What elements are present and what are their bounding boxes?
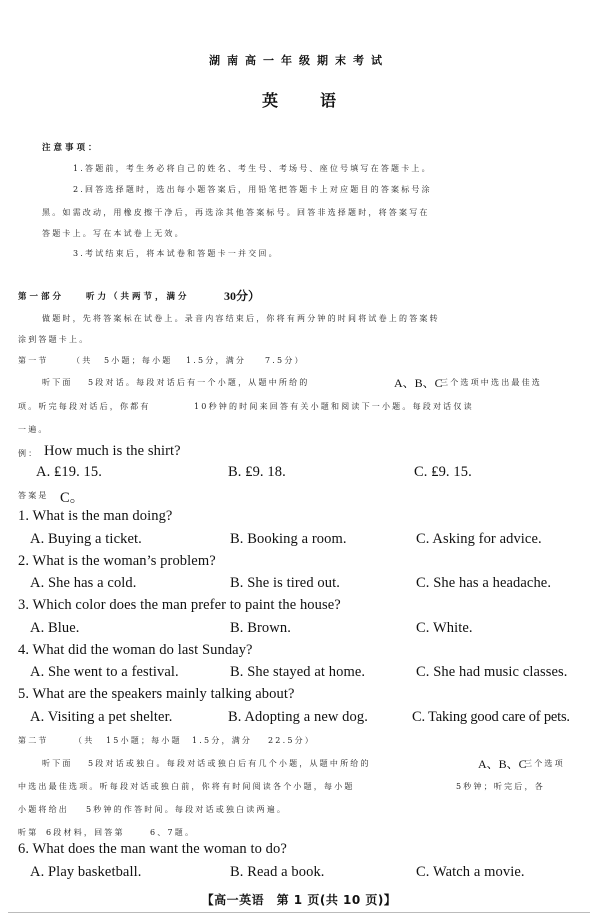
q1-option-a: A. Buying a ticket.: [30, 531, 142, 547]
section2-total: 22.5分）: [268, 736, 316, 745]
section2-count-pre: （共: [74, 736, 95, 745]
section2-instr-3a: 小题将给出: [18, 805, 69, 814]
section2-instr-3b: 5秒钟的作答时间。每段对话或独白读两遍。: [86, 805, 288, 814]
q5-option-c: C. Taking good care of pets.: [412, 709, 570, 725]
section2-options: A、B、C: [478, 757, 527, 771]
section1-label: 第一节: [18, 356, 49, 365]
section2-instr-2b: 5秒钟；听完后，各: [456, 782, 545, 791]
section1-count-pre: （共: [72, 356, 93, 365]
part1-title: 听力（共两节，满分: [86, 292, 190, 302]
example-option-b: B. ₤9. 18.: [228, 464, 286, 480]
section2-instr-2a: 中选出最佳选项。听每段对话或独白前，你将有时间阅读各个小题，每小题: [18, 782, 355, 791]
section2-per-item: 1.5分，满分: [192, 736, 253, 745]
section1-per-item: 1.5分，满分: [186, 356, 247, 365]
q6-option-b: B. Read a book.: [230, 864, 325, 880]
section1-instr-1a: 听下面: [42, 378, 73, 387]
section1-instr-2b: 10秒钟的时间来回答有关小题和阅读下一小题。每段对话仅读: [194, 402, 474, 411]
section2-instr-4a: 听第: [18, 828, 39, 837]
q2-option-b: B. She is tired out.: [230, 575, 340, 591]
q2-option-a: A. She has a cold.: [30, 575, 137, 591]
q4-option-b: B. She stayed at home.: [230, 664, 366, 680]
q4-option-a: A. She went to a festival.: [30, 664, 179, 680]
q3-option-b: B. Brown.: [230, 620, 291, 636]
question-3: 3. Which color does the man prefer to paint the house?: [18, 597, 341, 613]
notes-heading: 注意事项：: [42, 143, 100, 153]
section1-total: 7.5分）: [265, 356, 305, 365]
notes-item-2-cont: 黑。如需改动，用橡皮擦干净后，再选涂其他答案标号。回答非选择题时，将答案写在: [42, 208, 430, 217]
part1-intro: 做题时，先将答案标在试卷上。录音内容结束后，你将有两分钟的时间将试卷上的答案转: [42, 314, 440, 323]
section2-instr-1a: 听下面: [42, 759, 73, 768]
section2-instr-1c: 三个选项: [524, 759, 565, 768]
q5-option-b: B. Adopting a new dog.: [228, 709, 368, 725]
footer-rule: [8, 912, 590, 913]
q5-option-a: A. Visiting a pet shelter.: [30, 709, 173, 725]
part1-label: 第一部分: [18, 292, 65, 302]
page-footer: 【高一英语 第 1 页(共 10 页)】: [201, 893, 397, 907]
q2-option-c: C. She has a headache.: [416, 575, 552, 591]
section2-instr-1b: 5段对话或独白。每段对话或独白后有几个小题，从题中所给的: [88, 759, 371, 768]
section1-instr-3: 一遍。: [18, 425, 49, 434]
question-6: 6. What does the man want the woman to do?: [18, 841, 287, 857]
notes-item-2-end: 答题卡上。写在本试卷上无效。: [42, 229, 185, 238]
section2-count: 15小题；每小题: [106, 736, 182, 745]
exam-title: 湖南高一年级期末考试: [209, 54, 389, 67]
section2-instr-4b: 6段材料，回答第: [46, 828, 125, 837]
example-answer-label: 答案是: [18, 491, 49, 500]
question-1: 1. What is the man doing?: [18, 508, 173, 524]
q1-option-c: C. Asking for advice.: [416, 531, 542, 547]
notes-item-3: 3.考试结束后，将本试卷和答题卡一并交回。: [73, 249, 279, 258]
section1-instr-2a: 项。听完每段对话后，你都有: [18, 402, 151, 411]
example-question: How much is the shirt?: [44, 443, 181, 459]
notes-item-2: 2.回答选择题时，选出每小题答案后，用铅笔把答题卡上对应题目的答案标号涂: [73, 185, 432, 194]
section2-instr-4c: 6、7题。: [150, 828, 196, 837]
q6-option-c: C. Watch a movie.: [416, 864, 525, 880]
section1-instr-1b: 5段对话。每段对话后有一个小题，从题中所给的: [88, 378, 310, 387]
section2-label: 第二节: [18, 736, 49, 745]
example-answer: C。: [60, 490, 85, 506]
notes-item-1: 1.答题前，考生务必将自己的姓名、考生号、考场号、座位号填写在答题卡上。: [73, 164, 432, 173]
q1-option-b: B. Booking a room.: [230, 531, 347, 547]
q3-option-c: C. White.: [416, 620, 473, 636]
q3-option-a: A. Blue.: [30, 620, 80, 636]
section1-options: A、B、C: [394, 376, 443, 390]
example-option-c: C. ₤9. 15.: [414, 464, 472, 480]
subject-title: 英语: [261, 91, 378, 110]
question-4: 4. What did the woman do last Sunday?: [18, 642, 253, 658]
q4-option-c: C. She had music classes.: [416, 664, 568, 680]
part1-score: 30分）: [224, 289, 261, 303]
q6-option-a: A. Play basketball.: [30, 864, 142, 880]
example-option-a: A. ₤19. 15.: [36, 464, 102, 480]
section1-instr-1c: 三个选项中选出最佳选: [440, 378, 542, 387]
part1-intro-cont: 涂到答题卡上。: [18, 335, 90, 344]
question-2: 2. What is the woman’s problem?: [18, 553, 216, 569]
example-label: 例：: [18, 449, 39, 458]
section1-count: 5小题；每小题: [104, 356, 173, 365]
question-5: 5. What are the speakers mainly talking about?: [18, 686, 295, 702]
